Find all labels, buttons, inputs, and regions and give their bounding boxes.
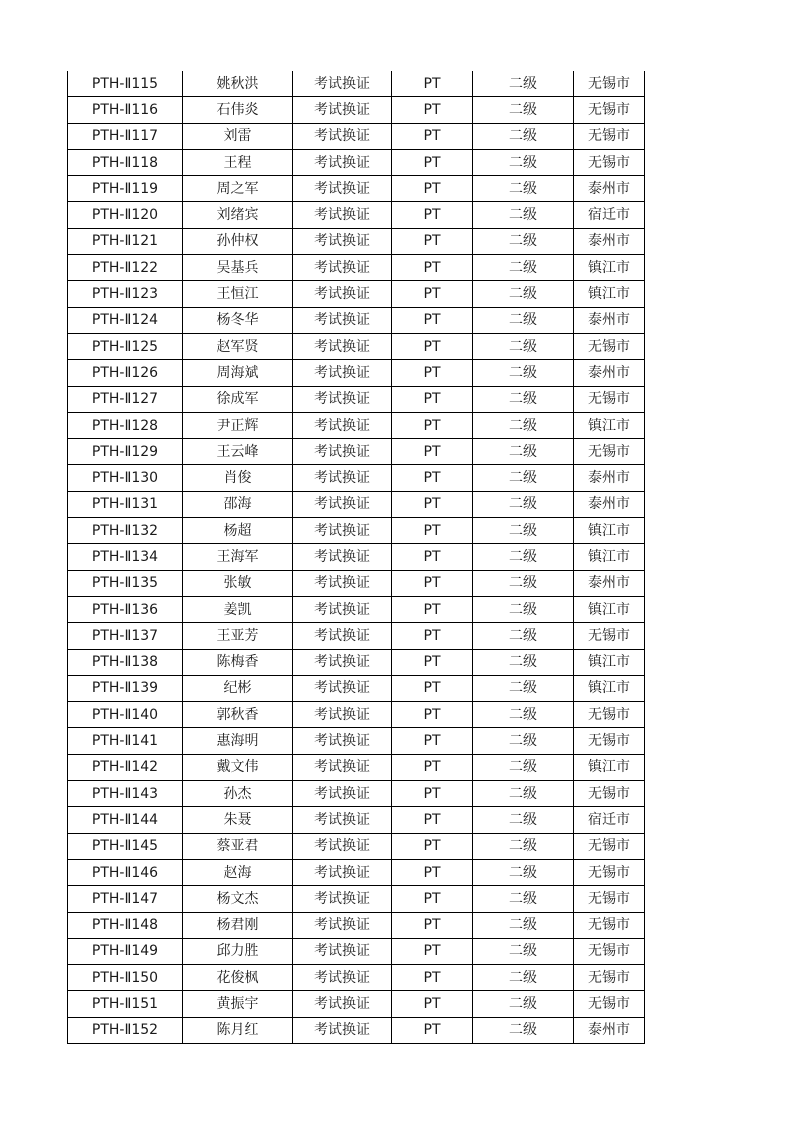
table-row [68,544,645,570]
city-cell: 无锡市 [574,912,645,938]
person-name-cell: 陈月红 [183,1017,293,1043]
category-cell: PT [392,360,473,386]
person-name-cell: 赵军贤 [183,333,293,359]
cert-number-cell: PTH-Ⅱ142 [68,754,183,780]
level-cell: 二级 [473,991,574,1017]
cert-number-cell: PTH-Ⅱ124 [68,307,183,333]
category-cell: PT [392,1017,473,1043]
table-row [68,728,645,754]
city-cell: 无锡市 [574,965,645,991]
level-cell: 二级 [473,333,574,359]
category-cell: PT [392,649,473,675]
city-cell: 无锡市 [574,71,645,97]
category-cell: PT [392,886,473,912]
category-cell: PT [392,754,473,780]
level-cell: 二级 [473,255,574,281]
level-cell: 二级 [473,596,574,622]
cert-number-cell: PTH-Ⅱ123 [68,281,183,307]
table-row [68,202,645,228]
cert-type-cell: 考试换证 [293,544,392,570]
city-cell: 无锡市 [574,333,645,359]
cert-type-cell: 考试换证 [293,991,392,1017]
cert-type-cell: 考试换证 [293,228,392,254]
person-name-cell: 杨君刚 [183,912,293,938]
person-name-cell: 姚秋洪 [183,71,293,97]
person-name-cell: 周之军 [183,176,293,202]
cert-type-cell: 考试换证 [293,491,392,517]
person-name-cell: 徐成军 [183,386,293,412]
category-cell: PT [392,71,473,97]
cert-number-cell: PTH-Ⅱ140 [68,702,183,728]
city-cell: 泰州市 [574,228,645,254]
cert-type-cell: 考试换证 [293,728,392,754]
person-name-cell: 邱力胜 [183,938,293,964]
table-row [68,807,645,833]
cert-number-cell: PTH-Ⅱ121 [68,228,183,254]
person-name-cell: 孙仲权 [183,228,293,254]
cert-type-cell: 考试换证 [293,465,392,491]
person-name-cell: 蔡亚君 [183,833,293,859]
level-cell: 二级 [473,938,574,964]
level-cell: 二级 [473,781,574,807]
level-cell: 二级 [473,807,574,833]
category-cell: PT [392,333,473,359]
city-cell: 无锡市 [574,859,645,885]
category-cell: PT [392,176,473,202]
cert-number-cell: PTH-Ⅱ147 [68,886,183,912]
city-cell: 泰州市 [574,1017,645,1043]
cert-number-cell: PTH-Ⅱ131 [68,491,183,517]
city-cell: 镇江市 [574,675,645,701]
category-cell: PT [392,412,473,438]
city-cell: 镇江市 [574,649,645,675]
person-name-cell: 杨冬华 [183,307,293,333]
cert-number-cell: PTH-Ⅱ148 [68,912,183,938]
city-cell: 无锡市 [574,991,645,1017]
cert-type-cell: 考试换证 [293,149,392,175]
city-cell: 泰州市 [574,491,645,517]
cert-number-cell: PTH-Ⅱ141 [68,728,183,754]
cert-type-cell: 考试换证 [293,307,392,333]
category-cell: PT [392,623,473,649]
level-cell: 二级 [473,281,574,307]
table-row [68,281,645,307]
cert-type-cell: 考试换证 [293,965,392,991]
cert-number-cell: PTH-Ⅱ115 [68,71,183,97]
city-cell: 镇江市 [574,412,645,438]
person-name-cell: 王亚芳 [183,623,293,649]
city-cell: 无锡市 [574,781,645,807]
city-cell: 无锡市 [574,886,645,912]
city-cell: 宿迁市 [574,202,645,228]
cert-type-cell: 考试换证 [293,1017,392,1043]
level-cell: 二级 [473,912,574,938]
city-cell: 镇江市 [574,544,645,570]
cert-number-cell: PTH-Ⅱ116 [68,97,183,123]
level-cell: 二级 [473,360,574,386]
level-cell: 二级 [473,97,574,123]
category-cell: PT [392,228,473,254]
level-cell: 二级 [473,465,574,491]
table-row [68,596,645,622]
city-cell: 无锡市 [574,149,645,175]
cert-number-cell: PTH-Ⅱ125 [68,333,183,359]
level-cell: 二级 [473,228,574,254]
cert-number-cell: PTH-Ⅱ149 [68,938,183,964]
city-cell: 无锡市 [574,833,645,859]
level-cell: 二级 [473,412,574,438]
person-name-cell: 纪彬 [183,675,293,701]
table-row [68,886,645,912]
cert-type-cell: 考试换证 [293,649,392,675]
cert-type-cell: 考试换证 [293,97,392,123]
cert-type-cell: 考试换证 [293,675,392,701]
category-cell: PT [392,912,473,938]
city-cell: 镇江市 [574,281,645,307]
city-cell: 泰州市 [574,176,645,202]
person-name-cell: 周海斌 [183,360,293,386]
person-name-cell: 邵海 [183,491,293,517]
cert-number-cell: PTH-Ⅱ132 [68,518,183,544]
table-row [68,675,645,701]
level-cell: 二级 [473,728,574,754]
person-name-cell: 孙杰 [183,781,293,807]
category-cell: PT [392,702,473,728]
cert-number-cell: PTH-Ⅱ120 [68,202,183,228]
person-name-cell: 王程 [183,149,293,175]
level-cell: 二级 [473,702,574,728]
category-cell: PT [392,991,473,1017]
table-row [68,491,645,517]
level-cell: 二级 [473,833,574,859]
person-name-cell: 戴文伟 [183,754,293,780]
level-cell: 二级 [473,570,574,596]
table-row [68,123,645,149]
city-cell: 镇江市 [574,255,645,281]
cert-number-cell: PTH-Ⅱ152 [68,1017,183,1043]
cert-type-cell: 考试换证 [293,518,392,544]
category-cell: PT [392,570,473,596]
city-cell: 无锡市 [574,386,645,412]
person-name-cell: 陈梅香 [183,649,293,675]
city-cell: 无锡市 [574,439,645,465]
category-cell: PT [392,307,473,333]
cert-number-cell: PTH-Ⅱ117 [68,123,183,149]
city-cell: 镇江市 [574,596,645,622]
category-cell: PT [392,938,473,964]
person-name-cell: 杨超 [183,518,293,544]
category-cell: PT [392,781,473,807]
table-row [68,1017,645,1043]
cert-number-cell: PTH-Ⅱ144 [68,807,183,833]
level-cell: 二级 [473,675,574,701]
level-cell: 二级 [473,965,574,991]
category-cell: PT [392,596,473,622]
cert-type-cell: 考试换证 [293,360,392,386]
cert-number-cell: PTH-Ⅱ130 [68,465,183,491]
table-row [68,71,645,97]
city-cell: 镇江市 [574,754,645,780]
table-row [68,781,645,807]
cert-type-cell: 考试换证 [293,202,392,228]
table-row [68,833,645,859]
table-row [68,938,645,964]
cert-type-cell: 考试换证 [293,255,392,281]
person-name-cell: 杨文杰 [183,886,293,912]
level-cell: 二级 [473,386,574,412]
level-cell: 二级 [473,202,574,228]
cert-number-cell: PTH-Ⅱ150 [68,965,183,991]
table-body [68,71,645,1043]
category-cell: PT [392,149,473,175]
person-name-cell: 王云峰 [183,439,293,465]
cert-number-cell: PTH-Ⅱ151 [68,991,183,1017]
level-cell: 二级 [473,439,574,465]
category-cell: PT [392,123,473,149]
city-cell: 无锡市 [574,728,645,754]
cert-number-cell: PTH-Ⅱ139 [68,675,183,701]
cert-number-cell: PTH-Ⅱ146 [68,859,183,885]
category-cell: PT [392,97,473,123]
cert-type-cell: 考试换证 [293,912,392,938]
city-cell: 无锡市 [574,123,645,149]
level-cell: 二级 [473,544,574,570]
table-row [68,307,645,333]
cert-number-cell: PTH-Ⅱ134 [68,544,183,570]
city-cell: 无锡市 [574,702,645,728]
table-row [68,386,645,412]
category-cell: PT [392,833,473,859]
cert-number-cell: PTH-Ⅱ126 [68,360,183,386]
cert-number-cell: PTH-Ⅱ122 [68,255,183,281]
table-row [68,412,645,438]
table-row [68,518,645,544]
category-cell: PT [392,255,473,281]
city-cell: 宿迁市 [574,807,645,833]
city-cell: 无锡市 [574,97,645,123]
level-cell: 二级 [473,1017,574,1043]
person-name-cell: 朱聂 [183,807,293,833]
cert-type-cell: 考试换证 [293,412,392,438]
level-cell: 二级 [473,886,574,912]
city-cell: 镇江市 [574,518,645,544]
category-cell: PT [392,859,473,885]
cert-type-cell: 考试换证 [293,596,392,622]
city-cell: 无锡市 [574,938,645,964]
cert-type-cell: 考试换证 [293,386,392,412]
table-row [68,649,645,675]
cert-number-cell: PTH-Ⅱ128 [68,412,183,438]
level-cell: 二级 [473,859,574,885]
person-name-cell: 赵海 [183,859,293,885]
table-row [68,991,645,1017]
category-cell: PT [392,675,473,701]
table-row [68,255,645,281]
city-cell: 泰州市 [574,307,645,333]
table-row [68,333,645,359]
person-name-cell: 尹正辉 [183,412,293,438]
cert-number-cell: PTH-Ⅱ127 [68,386,183,412]
person-name-cell: 黄振宇 [183,991,293,1017]
city-cell: 泰州市 [574,465,645,491]
level-cell: 二级 [473,123,574,149]
person-name-cell: 花俊枫 [183,965,293,991]
level-cell: 二级 [473,71,574,97]
cert-type-cell: 考试换证 [293,754,392,780]
cert-number-cell: PTH-Ⅱ136 [68,596,183,622]
person-name-cell: 惠海明 [183,728,293,754]
personnel-table [67,71,645,1044]
person-name-cell: 石伟炎 [183,97,293,123]
table-row [68,176,645,202]
cert-number-cell: PTH-Ⅱ143 [68,781,183,807]
city-cell: 泰州市 [574,360,645,386]
category-cell: PT [392,465,473,491]
category-cell: PT [392,965,473,991]
cert-type-cell: 考试换证 [293,439,392,465]
table-row [68,228,645,254]
category-cell: PT [392,202,473,228]
cert-type-cell: 考试换证 [293,570,392,596]
cert-number-cell: PTH-Ⅱ138 [68,649,183,675]
cert-type-cell: 考试换证 [293,71,392,97]
city-cell: 泰州市 [574,570,645,596]
cert-number-cell: PTH-Ⅱ135 [68,570,183,596]
table-row [68,149,645,175]
person-name-cell: 郭秋香 [183,702,293,728]
table-row [68,754,645,780]
table-row [68,360,645,386]
person-name-cell: 王海军 [183,544,293,570]
person-name-cell: 张敏 [183,570,293,596]
cert-type-cell: 考试换证 [293,938,392,964]
cert-number-cell: PTH-Ⅱ118 [68,149,183,175]
cert-type-cell: 考试换证 [293,176,392,202]
level-cell: 二级 [473,623,574,649]
table-row [68,570,645,596]
cert-type-cell: 考试换证 [293,281,392,307]
category-cell: PT [392,386,473,412]
level-cell: 二级 [473,649,574,675]
category-cell: PT [392,439,473,465]
cert-number-cell: PTH-Ⅱ129 [68,439,183,465]
level-cell: 二级 [473,149,574,175]
level-cell: 二级 [473,176,574,202]
cert-number-cell: PTH-Ⅱ145 [68,833,183,859]
level-cell: 二级 [473,307,574,333]
table-row [68,465,645,491]
category-cell: PT [392,281,473,307]
level-cell: 二级 [473,754,574,780]
cert-type-cell: 考试换证 [293,333,392,359]
city-cell: 无锡市 [574,623,645,649]
category-cell: PT [392,544,473,570]
person-name-cell: 刘雷 [183,123,293,149]
level-cell: 二级 [473,491,574,517]
cert-type-cell: 考试换证 [293,123,392,149]
cert-number-cell: PTH-Ⅱ137 [68,623,183,649]
person-name-cell: 王恒江 [183,281,293,307]
table-row [68,912,645,938]
cert-type-cell: 考试换证 [293,833,392,859]
cert-type-cell: 考试换证 [293,702,392,728]
person-name-cell: 姜凯 [183,596,293,622]
cert-type-cell: 考试换证 [293,623,392,649]
table-row [68,702,645,728]
person-name-cell: 肖俊 [183,465,293,491]
category-cell: PT [392,807,473,833]
table-row [68,439,645,465]
table-row [68,965,645,991]
cert-type-cell: 考试换证 [293,807,392,833]
table-row [68,859,645,885]
level-cell: 二级 [473,518,574,544]
category-cell: PT [392,518,473,544]
person-name-cell: 刘绪宾 [183,202,293,228]
cert-type-cell: 考试换证 [293,781,392,807]
table-row [68,623,645,649]
cert-number-cell: PTH-Ⅱ119 [68,176,183,202]
cert-type-cell: 考试换证 [293,886,392,912]
table-row [68,97,645,123]
person-name-cell: 吴基兵 [183,255,293,281]
category-cell: PT [392,728,473,754]
cert-type-cell: 考试换证 [293,859,392,885]
category-cell: PT [392,491,473,517]
